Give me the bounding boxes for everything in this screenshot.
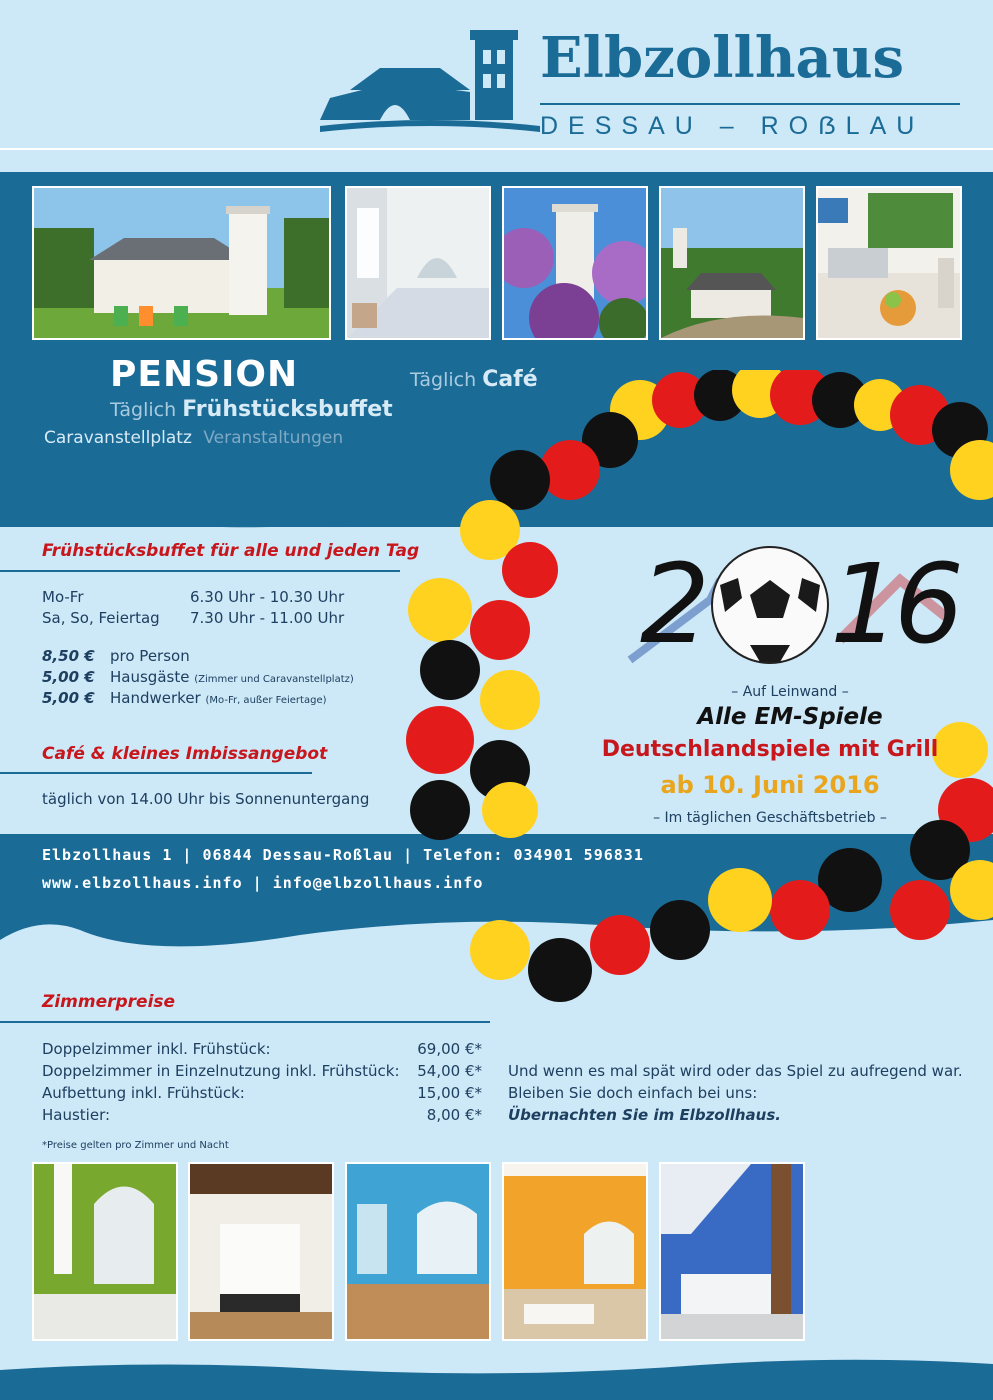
- hours-day: Sa, So, Feiertag: [42, 609, 160, 627]
- hours-row: [42, 588, 84, 606]
- rooms-heading: Zimmerpreise: [42, 992, 176, 1012]
- room-price: 15,00 €*: [417, 1084, 482, 1102]
- contact-web: www.elbzollhaus.info | info@elbzollhaus.info: [42, 874, 484, 892]
- rooms-footnote: *Preise gelten pro Zimmer und Nacht: [42, 1140, 229, 1151]
- price-value: 5,00 €: [42, 668, 95, 686]
- brand-divider: [540, 103, 960, 105]
- photo-house: [32, 186, 331, 340]
- room-price: 69,00 €*: [417, 1040, 482, 1058]
- room-price-row: [42, 1040, 482, 1058]
- brand-title: Elbzollhaus: [540, 25, 905, 91]
- price-label: [110, 668, 354, 686]
- price-label: [110, 647, 190, 665]
- room-photo-attic: [659, 1162, 805, 1341]
- room-price: 54,00 €*: [417, 1062, 482, 1080]
- em-germany-grill: Deutschlandspiele mit Grill: [601, 737, 939, 762]
- logo: [320, 28, 540, 138]
- cafe-prefix: Täglich: [410, 369, 477, 391]
- breakfast-heading: Frühstücksbuffet für alle und jeden Tag: [42, 541, 420, 561]
- em-on-screen: – Auf Leinwand –: [731, 684, 849, 700]
- photo-hall: [345, 186, 491, 340]
- room-photo-blue: [345, 1162, 491, 1341]
- price-note: (Zimmer und Caravanstellplatz): [194, 674, 354, 685]
- room-price-row: [42, 1062, 482, 1080]
- rooms-rule: [0, 1021, 490, 1023]
- hours-day: Mo-Fr: [42, 588, 84, 606]
- price-value: 5,00 €: [42, 689, 95, 707]
- hours-time: 7.30 Uhr - 11.00 Uhr: [190, 609, 345, 627]
- year-digit-left: 2: [640, 540, 710, 668]
- room-price: 8,00 €*: [426, 1106, 482, 1124]
- room-photo-canopy: [188, 1162, 334, 1341]
- stay-line3: Übernachten Sie im Elbzollhaus.: [508, 1106, 781, 1124]
- price-label-text: Handwerker: [110, 689, 201, 707]
- year-digit-right: 16: [830, 540, 958, 668]
- bottom-wave: [0, 1350, 993, 1400]
- hours-time: 6.30 Uhr - 10.30 Uhr: [190, 588, 345, 606]
- caravan-label: Caravanstellplatz: [44, 428, 192, 448]
- room-photo-green: [32, 1162, 178, 1341]
- room-price-row: [42, 1084, 482, 1102]
- price-value: 8,50 €: [42, 647, 95, 665]
- price-label-text: pro Person: [110, 647, 190, 665]
- room-photo-orange: [502, 1162, 648, 1341]
- stay-line1: Und wenn es mal spät wird oder das Spiel zu aufregend war.: [508, 1062, 963, 1080]
- services-extra: [44, 428, 343, 448]
- cafe-rule: [0, 772, 312, 774]
- room-label: Aufbettung inkl. Frühstück:: [42, 1084, 245, 1102]
- em-daily: – Im täglichen Geschäftsbetrieb –: [653, 810, 887, 826]
- price-label-text: Hausgäste: [110, 668, 190, 686]
- breakfast-rule: [0, 570, 400, 572]
- room-price-row: [42, 1106, 482, 1124]
- brand-location: DESSAU – ROẞLAU: [540, 112, 925, 140]
- buffet-prefix: Täglich: [110, 399, 177, 421]
- em-all-games: Alle EM-Spiele: [697, 704, 883, 730]
- room-label: Doppelzimmer inkl. Frühstück:: [42, 1040, 271, 1058]
- contact-address: Elbzollhaus 1 | 06844 Dessau-Roßlau | Telefon: 034901 596831: [42, 846, 644, 864]
- photo-tower-lilac: [502, 186, 648, 340]
- cafe-heading: Café & kleines Imbissangebot: [42, 744, 328, 764]
- em-date: ab 10. Juni 2016: [660, 771, 880, 799]
- cafe-hours: täglich von 14.00 Uhr bis Sonnenuntergang: [42, 790, 370, 808]
- photo-aerial: [659, 186, 805, 340]
- price-label: [110, 689, 327, 707]
- price-note: (Mo-Fr, außer Feiertage): [205, 695, 327, 706]
- room-label: Haustier:: [42, 1106, 111, 1124]
- room-label: Doppelzimmer in Einzelnutzung inkl. Frühstück:: [42, 1062, 400, 1080]
- stay-line2: Bleiben Sie doch einfach bei uns:: [508, 1084, 758, 1102]
- pension-title: PENSION: [110, 354, 299, 395]
- buffet-line: [110, 397, 393, 422]
- buffet-label: Frühstücksbuffet: [182, 397, 393, 422]
- photo-buffet: [816, 186, 962, 340]
- cafe-label: Café: [482, 367, 538, 392]
- events-label: Veranstaltungen: [203, 428, 344, 448]
- header-divider: [0, 148, 993, 150]
- building-logo-icon: [320, 28, 540, 138]
